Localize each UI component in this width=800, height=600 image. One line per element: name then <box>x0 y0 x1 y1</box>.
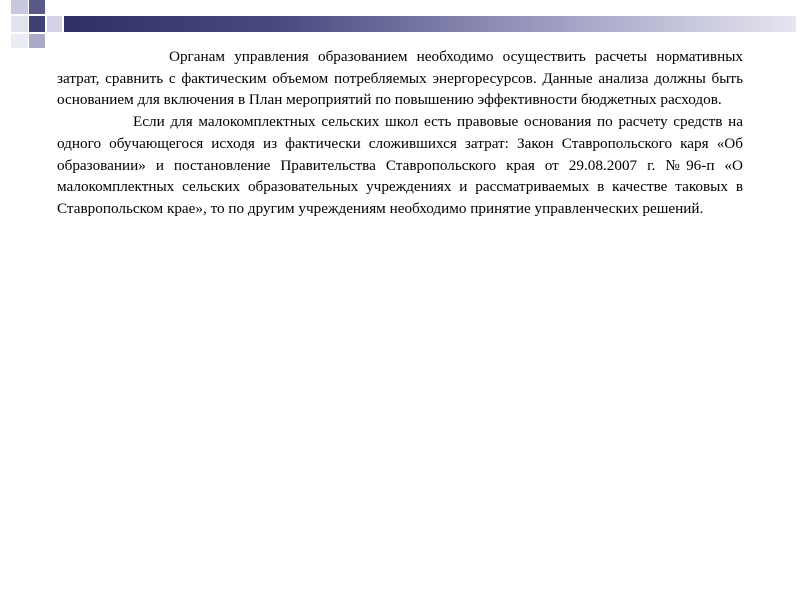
decorative-square <box>11 34 28 48</box>
decorative-square <box>29 16 45 32</box>
decorative-square <box>11 16 28 32</box>
decorative-square <box>29 0 45 14</box>
body-paragraph-1: Органам управления образованием необходимо осуществить расчеты нормативных затрат, сравнить с фактическим объемом потребляемых энергоресурсов. Данные анализа должны быть основанием для включения в План мероприятий по повышению эффективности бюджетных расходов. <box>57 48 743 109</box>
decorative-square <box>11 0 28 14</box>
body-paragraph-2: Если для малокомплектных сельских школ есть правовые основания по расчету средств на одного обучающегося исходя из фактически сложившихся затрат: Закон Ставропольского каря «Об образовании» и постановление Правительства Ставропольского края от 29.08.2007 г. №96-п «О малокомплектных сельских образовательных учреждениях и рассматриваемых в качестве таковых в Ставропольском крае», то по другим учреждениям необходимо принятие управленческих решений. <box>57 113 743 217</box>
slide-body <box>57 46 743 220</box>
decorative-square <box>29 34 45 48</box>
decorative-square <box>47 16 62 32</box>
header-gradient-bar <box>64 16 796 32</box>
